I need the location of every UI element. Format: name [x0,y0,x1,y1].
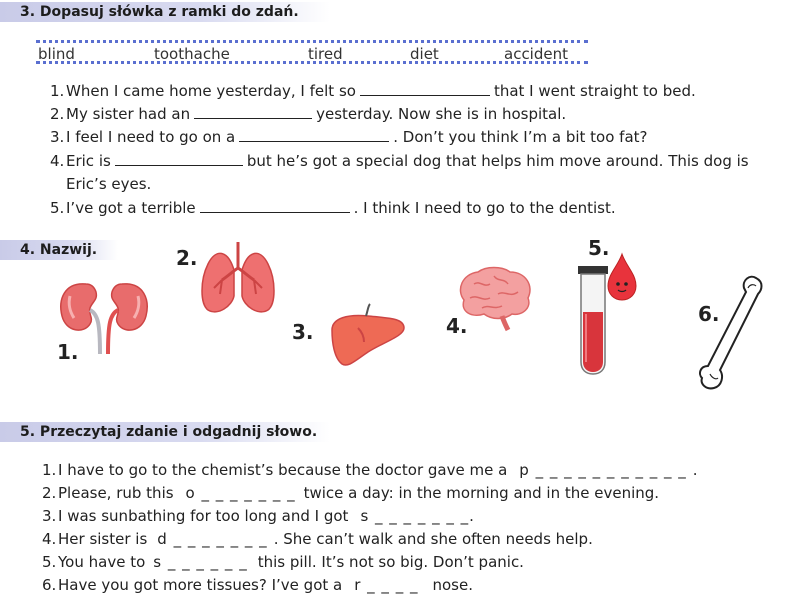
hint-gap[interactable]: o _ _ _ _ _ _ _ [185,484,296,502]
label-5: 5. [588,236,610,260]
hint-gap[interactable]: p _ _ _ _ _ _ _ _ _ _ _ [519,461,687,479]
s5-sentence-1: 1. I have to go to the chemist’s because the doctor gave me a p _ _ _ _ _ _ _ _ _ _ _ . [42,461,698,479]
s5-sentence-2: 2. Please, rub this o _ _ _ _ _ _ _ twice a day: in the morning and in the evening. [42,484,660,502]
s5-sentence-4: 4. Her sister is d _ _ _ _ _ _ _ . She can’t walk and she often needs help. [42,530,593,548]
hint-gap[interactable]: s _ _ _ _ _ _ _ [360,507,470,525]
s5-sentence-6: 6. Have you got more tissues? I’ve got a r _ _ _ _ nose. [42,576,473,594]
label-3: 3. [292,320,314,344]
label-6: 6. [698,302,720,326]
word-tired: tired [308,45,343,63]
hint-gap[interactable]: s _ _ _ _ _ _ [153,553,248,571]
liver-icon [328,302,408,370]
answer-blank[interactable] [115,152,243,166]
label-2: 2. [176,246,198,270]
hint-gap[interactable]: r _ _ _ _ [354,576,419,594]
word-toothache: toothache [154,45,230,63]
word-accident: accident [504,45,568,63]
section-5-heading: 5. Przeczytaj zdanie i odgadnij słowo. [0,422,330,442]
answer-blank[interactable] [200,199,350,213]
label-1: 1. [57,340,79,364]
section-4-heading: 4. Nazwij. [0,240,118,260]
section-3-heading: 3. Dopasuj słówka z ramki do zdań. [0,2,330,22]
s3-sentence-2: 2. My sister had an yesterday. Now she is in hospital. [50,105,567,123]
blood-sample-icon [574,252,646,376]
s3-sentence-3: 3. I feel I need to go on a . Don’t you think I’m a bit too fat? [50,128,648,146]
answer-blank[interactable] [360,82,490,96]
word-blind: blind [38,45,75,63]
hint-gap[interactable]: d _ _ _ _ _ _ _ [157,530,268,548]
word-diet: diet [410,45,439,63]
label-4: 4. [446,314,468,338]
answer-blank[interactable] [239,128,389,142]
s5-sentence-5: 5. You have to s _ _ _ _ _ _ this pill. It’s not so big. Don’t panic. [42,553,524,571]
s3-sentence-4-cont: Eric’s eyes. [66,175,152,193]
bone-icon [698,274,768,392]
lungs-icon [198,240,278,316]
s3-sentence-1: 1. When I came home yesterday, I felt so that I went straight to bed. [50,82,696,100]
word-box [36,40,588,64]
brain-icon [454,266,534,332]
s3-sentence-4: 4. Eric is but he’s got a special dog that helps him move around. This dog is [50,152,749,170]
answer-blank[interactable] [194,105,312,119]
s5-sentence-3: 3. I was sunbathing for too long and I got s _ _ _ _ _ _ _. [42,507,474,525]
s3-sentence-5: 5. I’ve got a terrible . I think I need to go to the dentist. [50,199,616,217]
